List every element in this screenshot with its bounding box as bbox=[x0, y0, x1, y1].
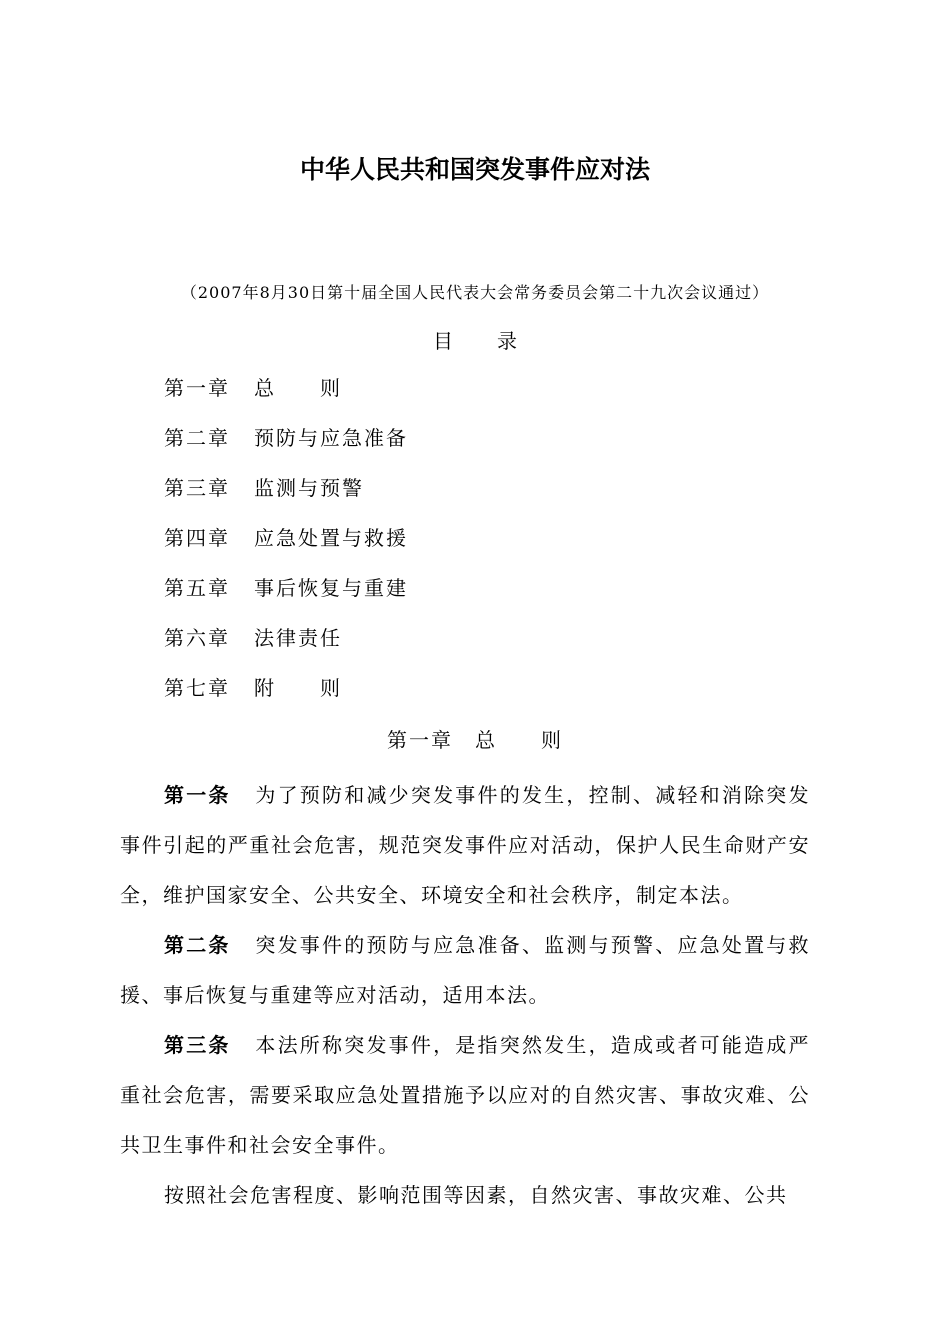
article-label: 第三条 bbox=[164, 1033, 231, 1057]
toc-item-title: 总 则 bbox=[254, 376, 342, 400]
toc-item-title: 附 则 bbox=[254, 676, 342, 700]
toc-item bbox=[164, 374, 408, 424]
document-subtitle: （2007年8月30日第十届全国人民代表大会常务委员会第二十九次会议通过） bbox=[180, 283, 770, 302]
toc-heading-right: 录 bbox=[497, 329, 517, 353]
table-of-contents bbox=[164, 374, 408, 724]
toc-item-title: 监测与预警 bbox=[254, 476, 364, 500]
document-body bbox=[120, 770, 810, 1220]
toc-item-title: 法律责任 bbox=[254, 626, 342, 650]
article-paragraph bbox=[120, 770, 810, 920]
document-title: 中华人民共和国突发事件应对法 bbox=[299, 155, 650, 184]
chapter-heading: 第一章 总 则 bbox=[387, 728, 563, 752]
article-text: 本法所称突发事件，是指突然发生，造成或者可能造成严重社会危害，需要采取应急处置措施予以应对的自然灾害、事故灾难、公共卫生事件和社会安全事件。 bbox=[120, 1033, 811, 1157]
article-text: 为了预防和减少突发事件的发生，控制、减轻和消除突发事件引起的严重社会危害，规范突发事件应对活动，保护人民生命财产安全，维护国家安全、公共安全、环境安全和社会秩序，制定本法。 bbox=[120, 783, 811, 907]
article-text: 突发事件的预防与应急准备、监测与预警、应急处置与救援、事后恢复与重建等应对活动，适用本法。 bbox=[120, 933, 811, 1007]
toc-item-number: 第五章 bbox=[164, 576, 230, 600]
article-paragraph bbox=[120, 1020, 810, 1170]
toc-item bbox=[164, 424, 408, 474]
toc-item-number: 第六章 bbox=[164, 626, 230, 650]
toc-item-number: 第三章 bbox=[164, 476, 230, 500]
toc-item-number: 第四章 bbox=[164, 526, 230, 550]
toc-item-title: 预防与应急准备 bbox=[254, 426, 408, 450]
article-label: 第二条 bbox=[164, 933, 231, 957]
article-label: 第一条 bbox=[164, 783, 231, 807]
toc-heading-left: 目 bbox=[433, 329, 453, 353]
toc-item-number: 第七章 bbox=[164, 676, 230, 700]
toc-item bbox=[164, 524, 408, 574]
toc-item-title: 事后恢复与重建 bbox=[254, 576, 408, 600]
toc-item-title: 应急处置与救援 bbox=[254, 526, 408, 550]
toc-item bbox=[164, 624, 408, 674]
toc-heading bbox=[0, 325, 950, 354]
article-paragraph bbox=[120, 920, 810, 1020]
toc-item bbox=[164, 574, 408, 624]
body-paragraph: 按照社会危害程度、影响范围等因素，自然灾害、事故灾难、公共 bbox=[164, 1183, 788, 1207]
toc-item-number: 第二章 bbox=[164, 426, 230, 450]
toc-item-number: 第一章 bbox=[164, 376, 230, 400]
toc-item bbox=[164, 474, 408, 524]
toc-item bbox=[164, 674, 408, 724]
